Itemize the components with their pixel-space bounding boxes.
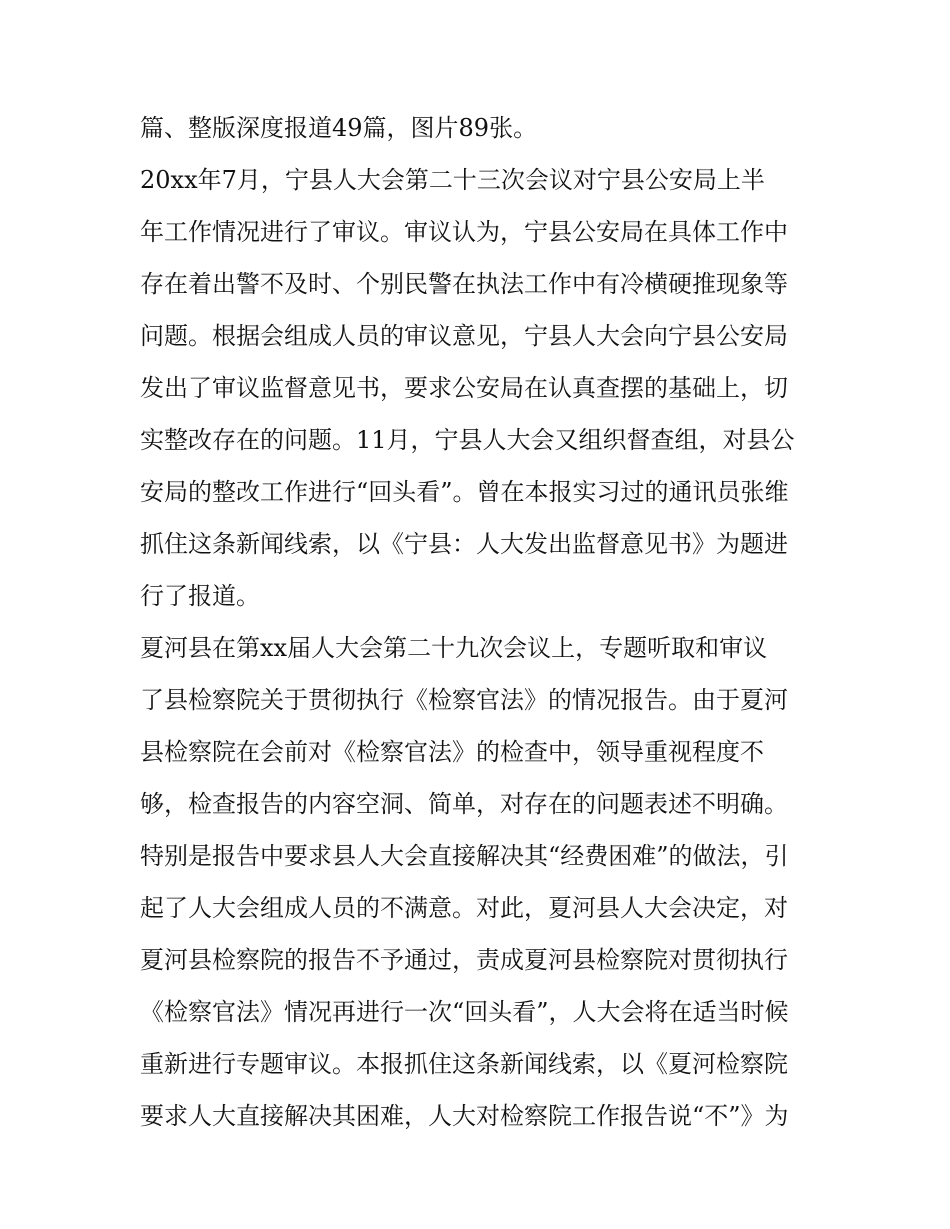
text-line: 发出了审议监督意见书，要求公安局在认真查摆的基础上，切: [140, 374, 788, 402]
text-line: 实整改存在的问题。11月，宁县人大会又组织督查组，对县公: [140, 426, 795, 454]
text-line: 篇、整版深度报道49篇，图片89张。: [140, 114, 538, 142]
text-line: 起了人大会组成人员的不满意。对此，夏河县人大会决定，对: [140, 894, 788, 922]
text-line: 重新进行专题审议。本报抓住这条新闻线索，以《夏河检察院: [140, 1050, 788, 1078]
text-line: 问题。根据会组成人员的审议意见，宁县人大会向宁县公安局: [140, 322, 788, 350]
text-line: 《检察官法》情况再进行一次“回头看”，人大会将在适当时候: [140, 998, 789, 1026]
text-line: 县检察院在会前对《检察官法》的检查中，领导重视程度不: [140, 738, 764, 766]
text-line: 行了报道。: [140, 582, 260, 610]
text-line: 要求人大直接解决其困难，人大对检察院工作报告说“不”》为: [140, 1102, 789, 1130]
text-line: 安局的整改工作进行“回头看”。曾在本报实习过的通讯员张维: [140, 478, 789, 506]
text-line: 存在着出警不及时、个别民警在执法工作中有冷横硬推现象等: [140, 270, 788, 298]
text-line: 了县检察院关于贯彻执行《检察官法》的情况报告。由于夏河: [140, 686, 788, 714]
text-line: 夏河县检察院的报告不予通过，责成夏河县检察院对贯彻执行: [140, 946, 788, 974]
text-line: 特别是报告中要求县人大会直接解决其“经费困难”的做法，引: [140, 842, 789, 870]
text-line: 抓住这条新闻线索，以《宁县：人大发出监督意见书》为题进: [140, 530, 788, 558]
text-line: 夏河县在第xx届人大会第二十九次会议上，专题听取和审议: [140, 634, 768, 662]
text-line: 20xx年7月，宁县人大会第二十三次会议对宁县公安局上半: [140, 166, 765, 194]
text-line: 年工作情况进行了审议。审议认为，宁县公安局在具体工作中: [140, 218, 788, 246]
text-line: 够，检查报告的内容空洞、简单，对存在的问题表述不明确。: [140, 790, 788, 818]
